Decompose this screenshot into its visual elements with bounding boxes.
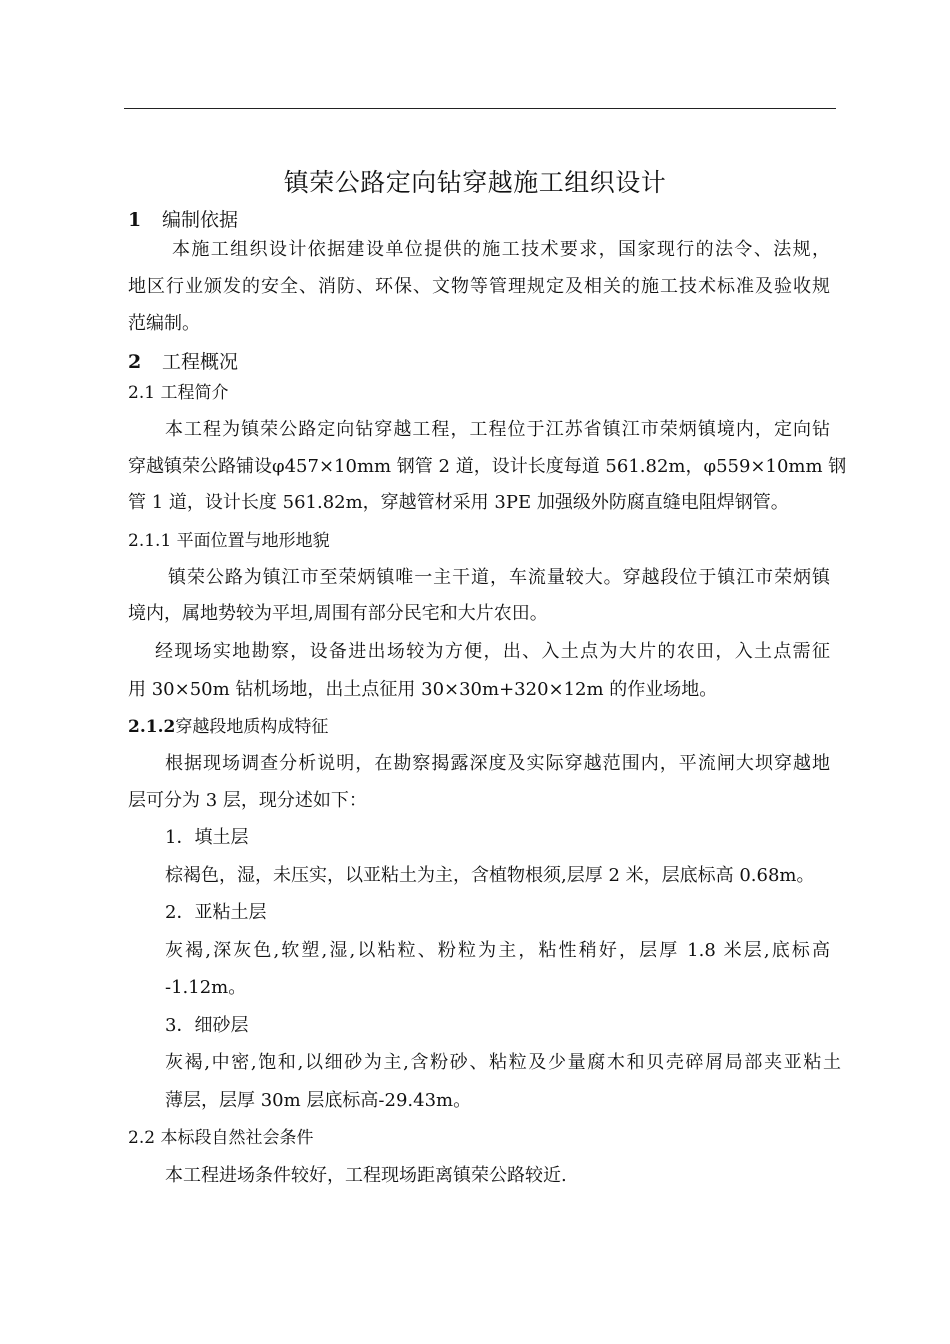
paragraph-line: 本工程为镇荣公路定向钻穿越工程，工程位于江苏省镇江市荣炳镇境内，定向钻 (165, 419, 830, 440)
list-item-text: 灰褐,中密,饱和,以细砂为主,含粉砂、粘粒及少量腐木和贝壳碎屑局部夹亚粘土 (165, 1052, 841, 1073)
paragraph-line: 镇荣公路为镇江市至荣炳镇唯一主干道，车流量较大。穿越段位于镇江市荣炳镇 (168, 567, 830, 588)
list-item-text: 灰褐,深灰色,软塑,湿,以粘粒、粉粒为主，粘性稍好，层厚 1.8 米层,底标高 (165, 940, 830, 961)
paragraph-line: 本施工组织设计依据建设单位提供的施工技术要求，国家现行的法令、法规， (172, 239, 830, 260)
list-item-text: -1.12m。 (165, 977, 247, 998)
list-item-text: 薄层，层厚 30m 层底标高-29.43m。 (165, 1090, 472, 1111)
section-title: 编制依据 (162, 209, 239, 231)
paragraph-line: 根据现场调查分析说明，在勘察揭露深度及实际穿越范围内，平流闸大坝穿越地 (165, 753, 830, 774)
paragraph-line: 用 30×50m 钻机场地，出土点征用 30×30m+320×12m 的作业场地。 (128, 679, 718, 700)
section-title: 工程概况 (162, 351, 239, 373)
paragraph-line: 经现场实地勘察，设备进出场较为方便，出、入土点为大片的农田，入土点需征 (155, 641, 830, 662)
subsection-2-2-heading: 2.2 本标段自然社会条件 (128, 1128, 314, 1148)
header-rule (124, 108, 836, 109)
section-2-heading (128, 350, 238, 374)
paragraph-line: 管 1 道，设计长度 561.82m，穿越管材采用 3PE 加强级外防腐直缝电阻焊钢管。 (128, 492, 789, 513)
section-number: 1 (128, 209, 142, 231)
document-title: 镇荣公路定向钻穿越施工组织设计 (283, 168, 667, 197)
subsection-2-1-heading: 2.1 工程简介 (128, 383, 229, 403)
paragraph-line: 本工程进场条件较好，工程现场距离镇荣公路较近. (165, 1165, 567, 1186)
subsection-number: 2.1.2 (128, 717, 176, 737)
paragraph-line: 境内，属地势较为平坦,周围有部分民宅和大片农田。 (128, 603, 548, 624)
paragraph-line: 地区行业颁发的安全、消防、环保、文物等管理规定及相关的施工技术标准及验收规 (128, 276, 830, 297)
subsection-2-1-2-heading (128, 715, 328, 739)
list-item-heading: 2．亚粘土层 (165, 902, 267, 923)
list-item-heading: 1．填土层 (165, 827, 249, 848)
section-number: 2 (128, 351, 142, 373)
list-item-heading: 3．细砂层 (165, 1015, 249, 1036)
subsection-2-1-1-heading: 2.1.1 平面位置与地形地貌 (128, 531, 330, 551)
section-1-heading (128, 208, 238, 232)
paragraph-line: 穿越镇荣公路铺设φ457×10mm 钢管 2 道，设计长度每道 561.82m，φ559×10mm 钢 (128, 456, 847, 477)
paragraph-line: 层可分为 3 层，现分述如下： (128, 790, 367, 811)
list-item-text: 棕褐色，湿，未压实，以亚粘土为主，含植物根须,层厚 2 米，层底标高 0.68m。 (165, 865, 815, 886)
paragraph-line: 范编制。 (128, 313, 200, 334)
subsection-title: 穿越段地质构成特征 (175, 717, 329, 737)
